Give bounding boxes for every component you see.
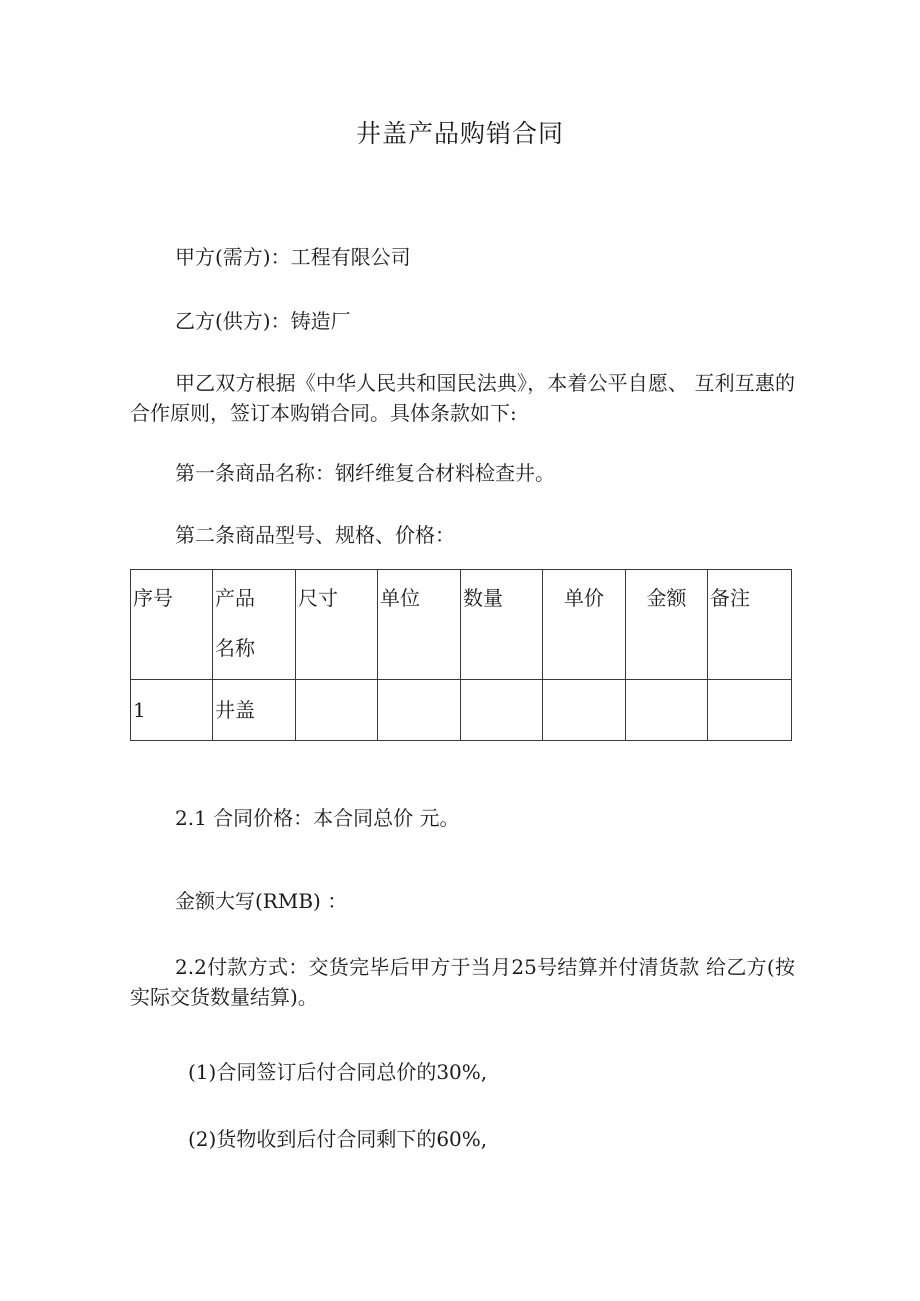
party-a-line: 甲方(需方)：工程有限公司 [175, 245, 411, 269]
payment-term-1: (1)合同签订后付合同总价的30%, [188, 1060, 488, 1084]
cell-product: 井盖 [213, 680, 296, 741]
article-1: 第一条商品名称：钢纤维复合材料检查井。 [175, 461, 555, 485]
cell-no: 1 [131, 680, 213, 741]
amount-in-words: 金额大写(RMB) ： [175, 889, 348, 913]
cell-size [296, 680, 378, 741]
cell-price [543, 680, 626, 741]
cell-qty [461, 680, 543, 741]
party-b-line: 乙方(供方)：铸造厂 [175, 309, 351, 333]
cell-unit [378, 680, 461, 741]
col-header-amount: 金额 [626, 570, 708, 680]
col-header-note: 备注 [708, 570, 792, 680]
table-header-row [131, 570, 792, 680]
clause-2-1: 2.1 合同价格：本合同总价 元。 [175, 806, 460, 830]
col-header-unit: 单位 [378, 570, 461, 680]
document-title: 井盖产品购销合同 [355, 119, 564, 148]
payment-term-2: (2)货物收到后付合同剩下的60%, [188, 1127, 488, 1151]
col-header-size: 尺寸 [296, 570, 378, 680]
col-header-no: 序号 [131, 570, 213, 680]
col-header-price: 单价 [543, 570, 626, 680]
cell-amount [626, 680, 708, 741]
intro-paragraph: 甲乙双方根据《中华人民共和国民法典》，本着公平自愿、 互利互惠的合作原则，签订本购销合同。具体条款如下: [130, 371, 795, 425]
spec-table [130, 569, 792, 741]
col-header-product: 产品 名称 [213, 570, 296, 680]
col-header-qty: 数量 [461, 570, 543, 680]
clause-2-2: 2.2付款方式：交货完毕后甲方于当月25号结算并付清货款 给乙方(按实际交货数量结算)。 [130, 955, 795, 1009]
cell-note [708, 680, 792, 741]
article-2: 第二条商品型号、规格、价格： [175, 523, 455, 547]
table-row [131, 680, 792, 741]
